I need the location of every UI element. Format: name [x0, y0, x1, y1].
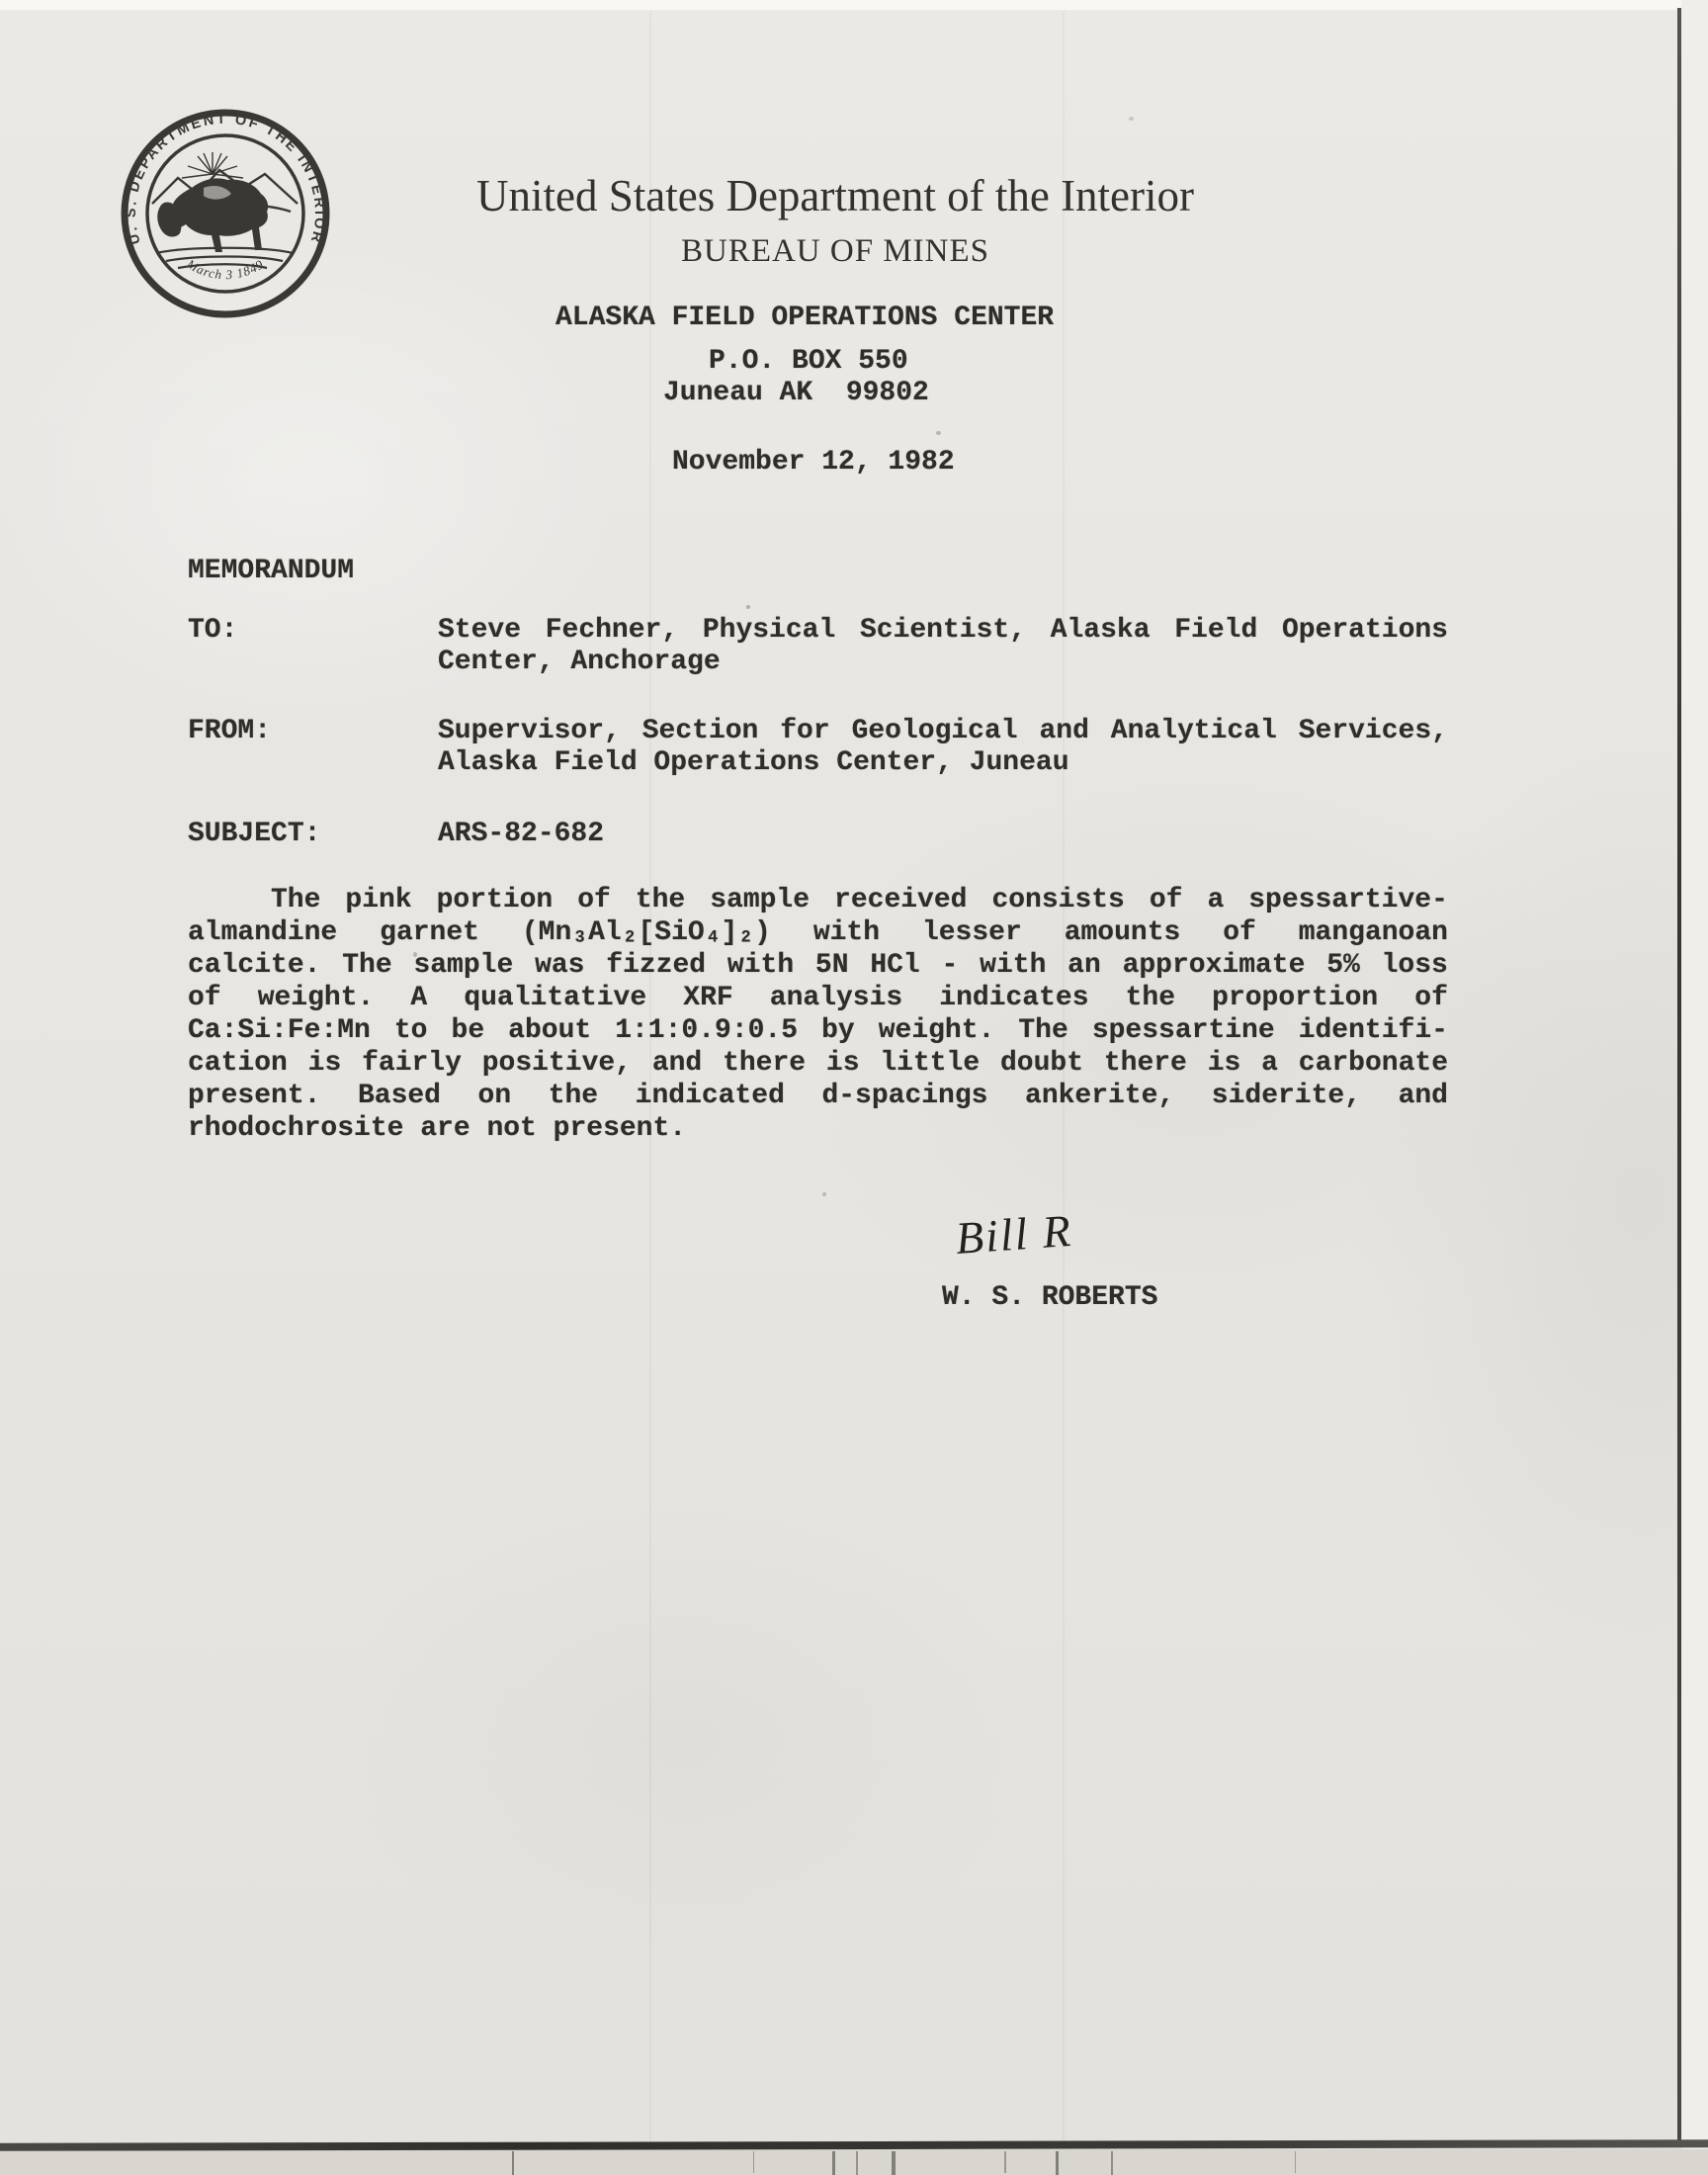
typed-signature-name: W. S. ROBERTS	[942, 1282, 1158, 1313]
to-value-line2: Center, Anchorage	[438, 647, 721, 677]
bureau-title: BUREAU OF MINES	[680, 233, 990, 269]
from-label: FROM:	[188, 716, 272, 746]
paper-fold-line	[1063, 0, 1065, 2175]
body-line: cation is fairly positive, and there is little doubt there is a carbonate	[188, 1048, 1448, 1079]
from-value-line2: Alaska Field Operations Center, Juneau	[438, 747, 1069, 778]
scan-streak	[753, 2151, 754, 2173]
sun-rays-icon	[182, 152, 243, 178]
scan-streak	[1056, 2151, 1059, 2175]
seal-ring-text: U. S. DEPARTMENT OF THE INTERIOR	[123, 111, 328, 246]
scan-bottom-margin	[0, 2149, 1708, 2175]
scan-streak	[892, 2151, 896, 2175]
to-value-line1: Steve Fechner, Physical Scientist, Alaska Field Operations	[438, 615, 1448, 646]
signature-text: Bill R	[954, 1204, 1074, 1263]
scan-streak	[1295, 2151, 1296, 2173]
body-line: rhodochrosite are not present.	[188, 1113, 687, 1144]
doc-type-label: MEMORANDUM	[188, 556, 355, 586]
to-value	[438, 615, 1448, 678]
department-of-interior-seal	[117, 105, 334, 322]
office-line: ALASKA FIELD OPERATIONS CENTER	[555, 303, 1055, 333]
scan-streak	[1004, 2151, 1006, 2173]
handwritten-signature	[939, 1198, 1137, 1282]
scan-speck	[413, 952, 417, 957]
to-label: TO:	[188, 615, 238, 646]
scan-speck	[746, 605, 750, 609]
scan-streak	[512, 2151, 514, 2175]
scan-streak	[832, 2151, 835, 2175]
scan-speck	[936, 431, 941, 435]
date-line: November 12, 1982	[672, 447, 955, 478]
scan-streak	[1111, 2151, 1113, 2175]
scan-streak	[856, 2151, 858, 2175]
ground-lines	[156, 248, 293, 268]
subject-label: SUBJECT:	[188, 819, 321, 849]
scan-speck	[822, 1192, 826, 1196]
subject-value: ARS-82-682	[438, 819, 605, 849]
page-top-edge	[0, 0, 1708, 11]
po-box-line: P.O. BOX 550	[709, 346, 908, 377]
scan-right-margin	[1681, 0, 1708, 2175]
memo-body	[188, 884, 1448, 1145]
body-line: present. Based on the indicated d-spacings ankerite, siderite, and	[188, 1081, 1448, 1111]
body-line: almandine garnet (Mn₃Al₂[SiO₄]₂) with lesser amounts of manganoan	[188, 917, 1448, 948]
bison-icon	[157, 178, 268, 252]
city-line: Juneau AK 99802	[663, 378, 929, 408]
scan-speck	[1129, 117, 1134, 121]
body-line: calcite. The sample was fizzed with 5N HCl - with an approximate 5% loss	[188, 950, 1448, 981]
body-line: Ca:Si:Fe:Mn to be about 1:1:0.9:0.5 by weight. The spessartine identifi-	[188, 1015, 1448, 1046]
seal-date-text: March 3 1849	[184, 256, 267, 283]
body-line: The pink portion of the sample received consists of a spessartive-	[271, 885, 1448, 915]
page-right-edge	[1677, 8, 1681, 2145]
from-value-line1: Supervisor, Section for Geological and Analytical Services,	[438, 716, 1448, 746]
body-line: of weight. A qualitative XRF analysis indicates the proportion of	[188, 983, 1448, 1013]
paper-fold-line	[649, 0, 651, 2175]
from-value	[438, 716, 1448, 779]
agency-title: United States Department of the Interior	[475, 171, 1195, 220]
